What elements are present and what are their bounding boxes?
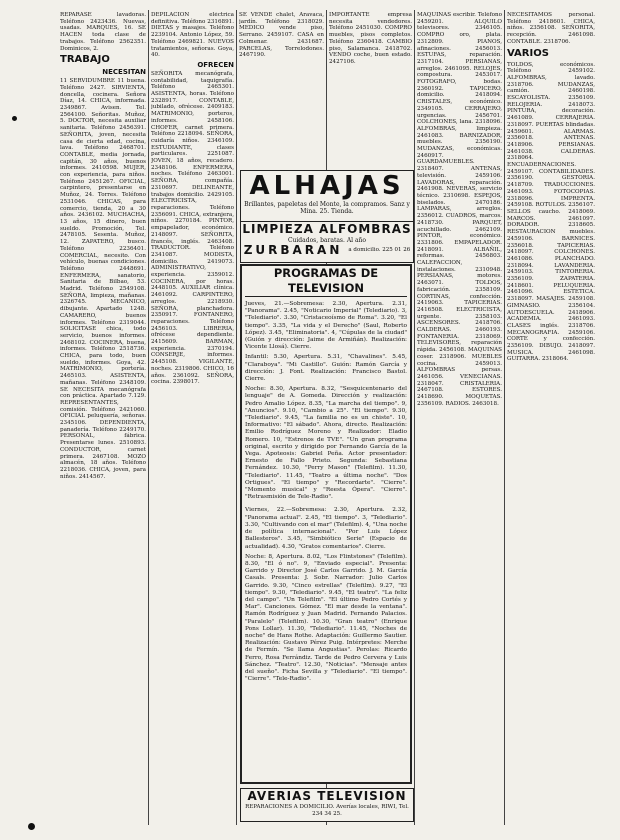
ad-text: REPARACIONES A DOMICILIO. Averías locales, RIWI, Tel. 234 34 25. — [245, 804, 409, 817]
classified-text: DEPILACION eléctrica definitiva. Teléfono 2316891. DIETAS y masajes. Teléfono 2239104. Antonio López, 59. Teléfono 2469821. NUEVOS tratamientos, señoras. Goya, 40. — [151, 12, 234, 59]
ad-averias-television — [240, 788, 414, 822]
ad-limpieza — [240, 221, 414, 263]
section-heading-trabajo: TRABAJO — [60, 54, 110, 66]
tv-program-text: Noche: 8.30, Apertura. 8.32, "Sesquicentenario del lenguaje" de A. Gomeda. Dirección y realización: Pedro Amalio López. 8.35, "La marcha del tiempo". 9, "Anuncios". 9.10, "Cambio a 25". "El tiempo". 9.30, "Telediario". 9.45, "La familia no es un chiste". 10, Informativo: "El sábado". Ahora, directo. Realización: Emilio Rodríguez Moreno y Realizador: Eladio Romero. 10, "Estrenos de TVE". "Un gran programa original, escrito y dirigido por Fernando García de la Vega. Apoteosis: Gabriel Peña. Actor presentador: Ernesto de Fallo Prieto. Segunda: Sebastiana Fernández. 10.30, "Perry Mason" (Telefilm). 11.30, "Telediario". 11.45, "Teatro a última noche". "Dos Ortigues". "El tiempo" y "Recordarte". "Cierre". "Momento musical" y "Reesta Ópera". "Cierre". "Retrasmisión de Tele-Radio". — [245, 386, 407, 501]
ad-title: AVERIAS TELEVISION — [247, 789, 407, 803]
classified-text: SEÑORITA mecanógrafa, contabilidad, taquigrafía. Teléfono 2465301. ASISTENTA, horas. Teléfono 2328917. CONTABLE, jubilado, ofrécese. 2409183. MATRIMONIO, porteros, informes. 2458106. CHOFER, carnet primera. Teléfono 2218094. SEÑORA, cuidaría niños. 2346109. ESTUDIANTE, clases particulares. 2251087. JOVEN, 18 años, recadero. 2348106. ENFERMERA, noches. Teléfono 2463001. SEÑORA, compañía. 2310697. DELINEANTE, trabajos domicilio. 2429105. ELECTRICISTA, reparaciones. Teléfono 2356091. CHICA, extranjera, niños. 2270184. PINTOR, empapelador, económico. 2148097. SEÑORITA, francés, inglés. 2463408. TRADUCTOR. Teléfono 2341087. MODISTA, domicilio. 2419073. ADMINISTRATIVO, experiencia. 2359012. COCINERA, por horas. 2448105. AUXILIAR clínica. 2461092. CARPINTERO, arreglos. 2218930. SEÑORA, planchadora. 2350917. FONTANERO, reparaciones. Teléfono 2456103. LIBRERIA, ofrécese dependiente. 2415609. BARMAN, experiencia. 2370194. CONSERJE, informes. 2445108. VIGILANTE, noches. 2319806. CHICO, 16 años. 2361092. SEÑORA, cocina. 2398017. — [151, 70, 234, 386]
classified-column-1 — [60, 12, 146, 822]
ad-brand: ZURBARAN — [243, 243, 343, 257]
ad-title: ALHAJAS — [249, 171, 405, 201]
classified-column-2 — [151, 12, 234, 822]
classified-text: IMPORTANTE empresa necesita vendedores. Teléfono 2451030. COMPRO muebles, pisos completos. Teléfono 2360418. CAMBIO piso, Salamanca. 2418702. VENDO coche, buen estado. 2427106. — [329, 12, 412, 65]
margin-dot — [28, 823, 35, 830]
subheading-ofrecen: OFRECEN — [197, 60, 234, 69]
margin-dot — [12, 116, 17, 121]
ad-text: a domicilio. 225 01 26 — [348, 247, 411, 253]
classified-text: REPARASE lavadoras. Teléfono 2423436. Nuevas, usadas. MARQUES, 16. SE HACEN toda clase de trabajos. Teléfono 2562351. Dominicos, 2. — [60, 12, 146, 52]
column-rule — [236, 10, 237, 825]
tv-program-text: Noche: 8, Apertura. 8.02, "Los Flintstones" (Telefilm). 8.30, "El ó no". 9, "Enviado especial". Presenta: Garrido y Director José Carlos Garrido. J. M. García Casals. Presenta: J. Sobr. Narrador: Julio Carlos Garrido. 9.30, "Cinco estrellas" (Telefilm). 9.27, "El tiempo". 9.30, "Telediario". 9.45, "El teatro". "La feliz del campo". "Un Telefilm". "El último Pedro Cortés y Mar". Canciones. Gómez. "El mar desde la ventana". Ramón Rodríguez y Juan Madrid. Fernando Palacios. "Paralelo" (Telefilm). 10.30, "Gran teatro" (Enrique Pons Lollar). 11.30, "Telediario". 11.45, "Noches de noche" de Hans Rothe. Adaptación: Guillermo Sautier. Realización: Gustavo Pérez Puig. Intérpretes: Merche de Fermín. "Se llama Angustias". Perolas: Ricardo Ferro, Rosa Ferrándiz. Tarde de Pedro Cervera y Luis Sánchez. "Teatro". 12.30, "Noticias". "Mensaje antes del sueño". Ficha Sevilla y "Telediario". "El tiempo". "Cierre". "Tele-Radio". — [245, 553, 407, 683]
ad-title: LIMPIEZA ALFOMBRAS — [242, 222, 412, 236]
classified-text: 11 SERVIDUMBRE 11 buena. Teléfono 2427. SIRVIENTA, doncella, cocinera. Señora Díaz, 14. CHICA, informada. 2349867. Avisen. Tel. 2564100. Señoritas. Muñoz, 5. DOCTOR, necesita auxiliar sanitaria. Teléfono 2456391. SEÑORITA, joven, necesita casa de cierta edad, cocina, lava. Teléfono 2468701. CONTABLE, media jornada, capitán, 30 años, buenos informes. 2410598. MUJER, con experiencia, para niños. Teléfono 2451267. OFICIAL, carpintero, presentarse en Muñoz, 24. Torres. Teléfono 2531046. CHICAS, para comercio, tienda, 20 a 30 años. 2436102. MUCHACHA, 13 años, 15 dinero, buen sueldo. Promoción, Tel. 2478105. Sesenta. Muñoz, 12. ZAPATERO, busco. Teléfono 2236401. COMERCIAL, necesito. Con vehículo, buenas condiciones. Teléfono 2448691. ENFERMERA, sanatorio, Sanitaria de Bilbao, 53. Madrid. Teléfono 2549108. SEÑORA, limpieza, mañanas. 2326745. MECANICO, dibujante. Apartado 1248. CAMARERO, buenos informes. Teléfono 2319044. SOLICITASE chica, todo servicio, buenos informes. 2468102. COCINERA, buena, informes. Teléfono 2518736. CHICA, para todo, buen sueldo, informes. Goya, 42. MATRIMONIO, portería. 2465103. ASISTENTA, mañanas. Teléfono 2348109. SE NECESITA mecanógrafa con práctica. Apartado 7.129. REPRESENTANTES, comisión. Teléfono 2421060. OFICIAL peluquería, señoras. 2345106. DEPENDIENTA, panadería. Teléfono 2249170. PERSONAL, fábrica. Presentarse lunes. 2510893. CONDUCTOR, carnet primera. 2467108. MOZO almacén, 18 años. Teléfono 2218036. CHICA, joven, para niños. 2414567. — [60, 78, 146, 480]
classified-text: MAQUINAS escribir. Teléfono 2459201. ALQUILO televisores. 2346105. COMPRO oro, plata. 2312809. PIANOS, afinaciones. 2456013. ESTUFAS, reparación. 2317104. PERSIANAS, arreglos. 2461095. RELOJES, compostura. 2453017. FOTOGRAFO, bodas. 2360192. TAPICERO, domicilio. 2418094. CRISTALES, económico. 2349105. CERRAJERO, urgencias. 2456701. COLCHONES, lana. 2318096. ALFOMBRAS, limpieza. 2461083. BARNIZADOR, muebles. 2356190. MUDANZAS, económicas. 2460917. GUARDAMUEBLES. 2318407. ANTENAS, televisión. 2459106. LAVADORAS, reparación. 2461908. NEVERAS, servicio técnico. 2310698. ESPEJOS, biselados. 2470186. LAMPARAS, arreglos. 2356012. CUADROS, marcos. 2418730. PARQUET, acuchillado. 2462109. PINTOR, económico. 2331806. EMPAPELADOR. 2418091. ALBAÑIL, reformas. 2456803. CALEFACCION, instalaciones. 2310948. PERSIANAS, motores. 2463071. TOLDOS, fabricación. 2358109. CORTINAS, confección. 2419063. TAPICERIAS. 2416508. ELECTRICISTA, urgente. 2358103. ASCENSORES. 2418706. CALDERAS. 2460193. FONTANERIA. 2318069. TELEVISORES, reparación rápida. 2456108. MAQUINAS coser. 2318906. MUEBLES cocina. 2459013. ALFOMBRAS persas. 2461056. VENECIANAS. 2318047. CRISTALERIA. 2467108. ESTORES. 2418690. MOQUETAS. 2356109. RADIOS. 2463018. — [417, 12, 502, 407]
section-heading-varios: VARIOS — [507, 47, 549, 59]
column-rule — [148, 10, 149, 825]
classified-column-6 — [507, 12, 595, 822]
classified-text: TOLDOS, económicos. Teléfono 2459102. ALFOMBRAS, lavado. 2318706. MUDANZAS, camión. 2460198. ESCAYOLISTA. 2356109. RELOJERIA. 2418073. PINTURA, decoración. 2461089. CERRAJERIA. 2318097. PUERTAS blindadas. 2459601. ALARMAS. 2356018. ANTENAS. 2418906. PERSIANAS. 2461038. CALDERAS. 2318064. ENCUADERNACIONES. 2459107. CONTABILIDADES. 2356190. GESTORIA. 2418709. TRADUCCIONES. 2461093. FOTOCOPIAS. 2318096. IMPRENTA. 2459108. ROTULOS. 2356107. SELLOS caucho. 2418069. MARCOS. 2461097. DORADOR. 2318605. RESTAURACION muebles. 2459106. BARNICES. 2356018. TAPICERIAS. 2418097. COLCHONES. 2461086. PLANCHADO. 2318094. LAVANDERIA. 2459103. TINTORERIA. 2356109. ZAPATERIA. 2418601. PELUQUERIA. 2461096. ESTETICA. 2318097. MASAJES. 2459108. GIMNASIO. 2356104. AUTOESCUELA. 2418906. ACADEMIA. 2461093. CLASES inglés. 2318706. MECANOGRAFIA. 2459106. CORTE y confección. 2356109. DIBUJO. 2418097. MUSICA. 2461098. GUITARRA. 2318064. — [507, 61, 595, 363]
tv-program-text: Jueves, 21.—Sobremesa: 2.30, Apertura. 2.31, "Panorama". 2.45, "Noticario Imperial" (Telediario). 3, "Telediario". 3.30, "Cristaceoísmo de Roma". 3.20, "El tiempo". 3.35, "La vida y el Derecho" (Saul, Roberto López). 3.45, "Eliminatoria". 4, "Cúpulas de la ciudad" (Guión y dirección: Jaime de Armiñán). Realización: Vicente Llosá). Cierre. — [245, 301, 407, 351]
tv-programs-box — [240, 264, 412, 784]
ad-text: Brillantes, papeletas del Monte, la compramos. Sanz y Mina. 25. Tienda. — [244, 201, 410, 215]
tv-programs-title: PROGRAMAS DE TELEVISION — [245, 266, 407, 297]
ad-alhajas — [240, 170, 414, 222]
tv-program-text: Viernes, 22.—Sobremesa: 2.30, Apertura. 2.32, "Panorama actual". 2.45, "El tiempo". 3, "Telediario". 3.30, "Cultivando con el mar" (Telefilm). 4, "Una noche de política internacional". "Por Luis López Ballesteros". 3.45, "Simbiótico Serie" (Espacio de actualidad). 4.30, "Gratos comentarios". Cierre. — [245, 507, 407, 550]
classified-text: NECESITAMOS personal. Teléfono 2418601. CHICA, niños. 2356108. SEÑORITA, recepción. 2461098. CONTABLE. 2318706. — [507, 12, 595, 45]
column-rule — [504, 10, 505, 825]
tv-program-text: Infantil: 5.30, Apertura. 5.31, "Chavalines". 5.45, "Claraboya". "Mi Castillo". Guión: Ramón García y dirección: J. Font. Realización: Francisco Bastol. Cierre. — [245, 354, 407, 383]
ad-text: Cuidados, baratas. Al año — [287, 237, 367, 244]
column-rule — [414, 10, 415, 825]
classified-column-4 — [329, 12, 412, 172]
classified-text: SE VENDE chalet, Aravaca, jardín. Teléfono 2318029. MEDICO vende piso, Serrano. 2459107. CASA en Colmenar. 2431687. PARCELAS, Torrelodones. 2467190. — [239, 12, 324, 59]
classified-column-5 — [417, 12, 502, 822]
subheading-necesitan: NECESITAN — [102, 68, 146, 77]
classified-column-3 — [239, 12, 324, 172]
